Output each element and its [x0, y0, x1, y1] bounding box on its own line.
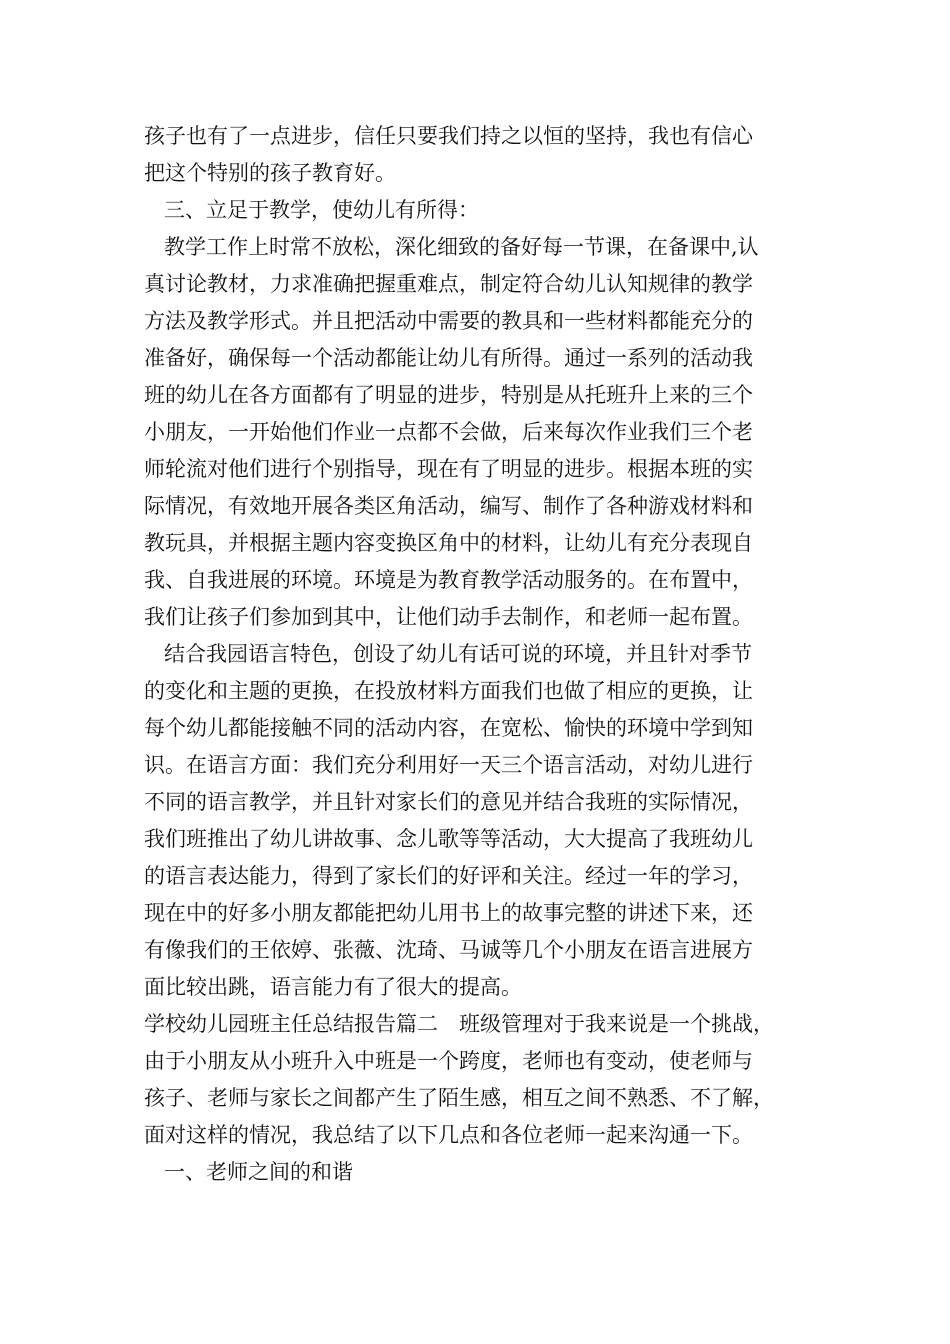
text-line: 我们班推出了幼儿讲故事、念儿歌等等活动，大大提高了我班幼儿 [144, 827, 753, 851]
text-line: 教学工作上时常不放松，深化细致的备好每一节课，在备课中,认 [164, 235, 759, 259]
text-line: 现在中的好多小朋友都能把幼儿用书上的故事完整的讲述下来，还 [144, 901, 753, 925]
text-line: 我、自我进展的环境。环境是为教育教学活动服务的。在布置中， [144, 568, 753, 592]
text-line: 结合我园语言特色，创设了幼儿有话可说的环境，并且针对季节 [164, 642, 752, 666]
text-line: 不同的语言教学，并且针对家长们的意见并结合我班的实际情况， [144, 790, 753, 814]
text-line: 的变化和主题的更换，在投放材料方面我们也做了相应的更换，让 [144, 679, 753, 703]
text-line: 面对这样的情况，我总结了以下几点和各位老师一起来沟通一下。 [144, 1123, 753, 1147]
text-line: 面比较出跳，语言能力有了很大的提高。 [144, 975, 522, 999]
section-heading: 三、立足于教学，使幼儿有所得： [164, 198, 479, 222]
text-line: 的语言表达能力，得到了家长们的好评和关注。经过一年的学习， [144, 864, 753, 888]
text-line: 准备好，确保每一个活动都能让幼儿有所得。通过一系列的活动我 [144, 346, 753, 370]
section-heading: 一、老师之间的和谐 [164, 1160, 353, 1184]
text-line: 班的幼儿在各方面都有了明显的进步，特别是从托班升上来的三个 [144, 383, 753, 407]
text-line: 小朋友，一开始他们作业一点都不会做，后来每次作业我们三个老 [144, 420, 753, 444]
article-title-line: 学校幼儿园班主任总结报告篇二 班级管理对于我来说是一个挑战， [144, 1012, 774, 1036]
text-line: 识。在语言方面：我们充分利用好一天三个语言活动，对幼儿进行 [144, 753, 753, 777]
text-line: 我们让孩子们参加到其中，让他们动手去制作，和老师一起布置。 [144, 605, 753, 629]
text-line: 孩子也有了一点进步，信任只要我们持之以恒的坚持，我也有信心 [144, 124, 753, 148]
text-line: 师轮流对他们进行个别指导，现在有了明显的进步。根据本班的实 [144, 457, 753, 481]
document-body [144, 118, 814, 1191]
text-line: 每个幼儿都能接触不同的活动内容，在宽松、愉快的环境中学到知 [144, 716, 753, 740]
text-line: 际情况，有效地开展各类区角活动，编写、制作了各种游戏材料和 [144, 494, 753, 518]
text-line: 由于小朋友从小班升入中班是一个跨度，老师也有变动，使老师与 [144, 1049, 753, 1073]
text-line: 教玩具，并根据主题内容变换区角中的材料，让幼儿有充分表现自 [144, 531, 753, 555]
text-line: 把这个特别的孩子教育好。 [144, 161, 396, 185]
text-line: 有像我们的王依婷、张薇、沈琦、马诚等几个小朋友在语言进展方 [144, 938, 753, 962]
text-line: 孩子、老师与家长之间都产生了陌生感，相互之间不熟悉、不了解， [144, 1086, 774, 1110]
text-line: 方法及教学形式。并且把活动中需要的教具和一些材料都能充分的 [144, 309, 753, 333]
text-line: 真讨论教材，力求准确把握重难点，制定符合幼儿认知规律的教学 [144, 272, 753, 296]
